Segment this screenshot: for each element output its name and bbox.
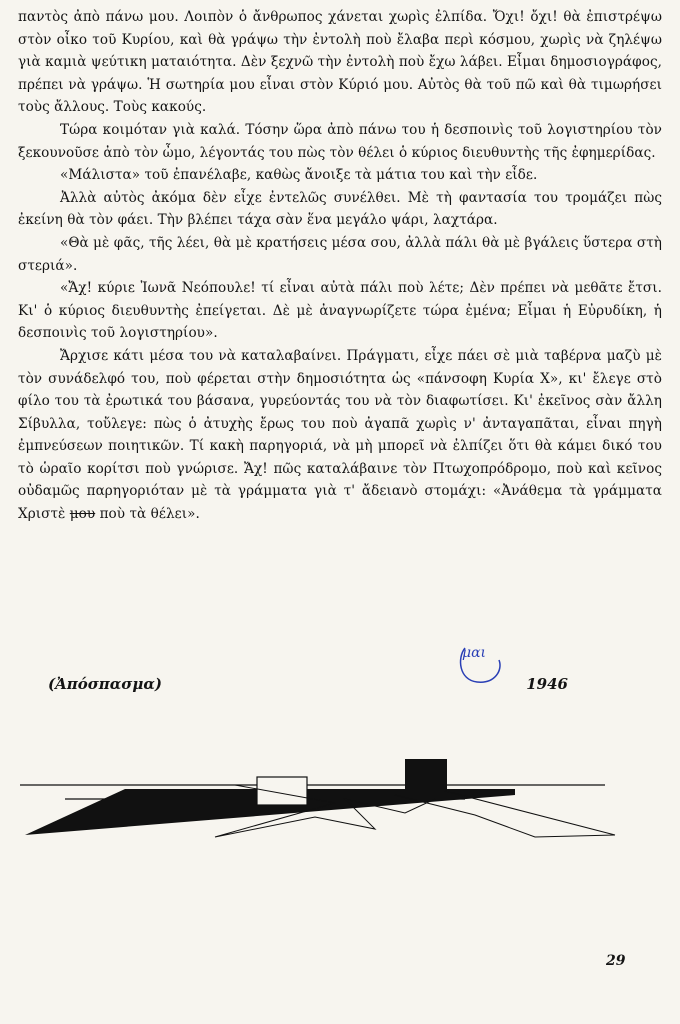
- excerpt-label: (Ἀπόσπασμα): [48, 675, 162, 693]
- handwritten-correction: μαι: [462, 645, 487, 661]
- paragraph-7-end: ποὺ τὰ θέλει».: [95, 506, 200, 523]
- paragraph-2: Τώρα κοιμόταν γιὰ καλά. Τόσην ὥρα ἀπὸ πάνω του ἡ δεσποινὶς τοῦ λογιστηρίου τὸν ξεκουνοῦσε ἀπὸ τὸν ὦμο, λέγοντάς του πὼς τὸν θέλει ὁ κύριος διευθυντὴς τῆς ἐφημερίδας.: [18, 121, 662, 161]
- struck-word: μου: [69, 506, 96, 523]
- page-number: 29: [606, 953, 626, 969]
- geometric-ornament: [15, 755, 625, 845]
- paragraph-3: «Μάλιστα» τοῦ ἐπανέλαβε, καθὼς ἄνοιξε τὰ μάτια του καὶ τὴν εἶδε.: [60, 167, 538, 184]
- paragraph-5: «Θὰ μὲ φᾶς, τῆς λέει, θὰ μὲ κρατήσεις μέσα σου, ἀλλὰ πάλι θὰ μὲ βγάλεις ὕστερα στὴ στεριά».: [18, 234, 662, 274]
- body-text: [18, 6, 662, 526]
- paragraph-1: παντὸς ἀπὸ πάνω μου. Λοιπὸν ὁ ἄνθρωπος χάνεται χωρὶς ἐλπίδα. Ὄχι! ὄχι! θὰ ἐπιστρέψω στὸν οἶκο τοῦ Κυρίου, καὶ θὰ γράψω τὴν ἐντολὴ ποὺ ἔλαβα περὶ κόσμου, χωρὶς νὰ ζηλέψω γιὰ καμιὰ ψεύτικη ματαιότητα. Δὲν ξεχνῶ τὴν ἐντολὴ ποὺ ἔχω λάβει. Εἶμαι δημοσιογράφος, πρέπει νὰ γράψω. Ἡ σωτηρία μου εἶναι στὸν Κύριό μου. Αὐτὸς θὰ τοῦ πῶ καὶ θὰ τιμωρήσει τοὺς ἄλλους. Τοὺς κακούς.: [18, 9, 662, 116]
- paragraph-7: [18, 345, 662, 526]
- paragraph-7-text: Ἄρχισε κάτι μέσα του νὰ καταλαβαίνει. Πράγματι, εἶχε πάει σὲ μιὰ ταβέρνα μαζὺ μὲ τὸν συνάδελφό του, ποὺ φέρεται στὴν δημοσιότητα ὡς «πάνσοφη Κυρία Χ», κι' ἔλεγε στὸ φίλο του τὰ ἐρωτικά του βάσανα, γυρεύοντάς του νὰ τὸν διαφωτίσει. Κι' ἐκεῖνος σὰν ἄλλη Σίβυλλα, τοὔλεγε: πὼς ὁ ἀτυχὴς ἔρως του ποὺ ἀγαπᾶ χωρὶς ν' ἀνταγαπᾶται, εἶναι πηγὴ ἐμπνεύσεων ποιητικῶν. Τί κακὴ παρηγοριά, νὰ μὴ μπορεῖ νὰ ἐλπίζει ὅτι θὰ κάμει δικό του τὸ ὡραῖο κορίτσι ποὺ γνώρισε. Ἄχ! πῶς καταλάβαινε τὸν Πτωχοπρόδρομο, ποὺ καὶ κεῖνος οὐδαμῶς παρηγοριόταν μὲ τὰ γράμματα γιὰ τ' ἄδειανὸ στομάχι: «Ἀνάθεμα τὰ γράμματα Χριστὲ: [18, 347, 662, 523]
- year: 1946: [526, 675, 568, 693]
- paragraph-4: Ἀλλὰ αὐτὸς ἀκόμα δὲν εἶχε ἐντελῶς συνέλθει. Μὲ τὴ φαντασία του τρομάζει πὼς ἐκείνη θὰ τὸν φάει. Τὴν βλέπει τάχα σὰν ἕνα μεγάλο ψάρι, λαχτάρα.: [18, 189, 662, 229]
- paragraph-6: «Ἄχ! κύριε Ἰωνᾶ Νεόπουλε! τί εἶναι αὐτὰ πάλι ποὺ λέτε; Δὲν πρέπει νὰ μεθᾶτε ἔτσι. Κι' ὁ κύριος διευθυντὴς ἐπείγεται. Δὲ μὲ ἀναγνωρίζετε τώρα ἐμένα; Εἶμαι ἡ Εὐρυδίκη, ἡ δεσποινὶς τοῦ λογιστηρίου».: [18, 280, 662, 342]
